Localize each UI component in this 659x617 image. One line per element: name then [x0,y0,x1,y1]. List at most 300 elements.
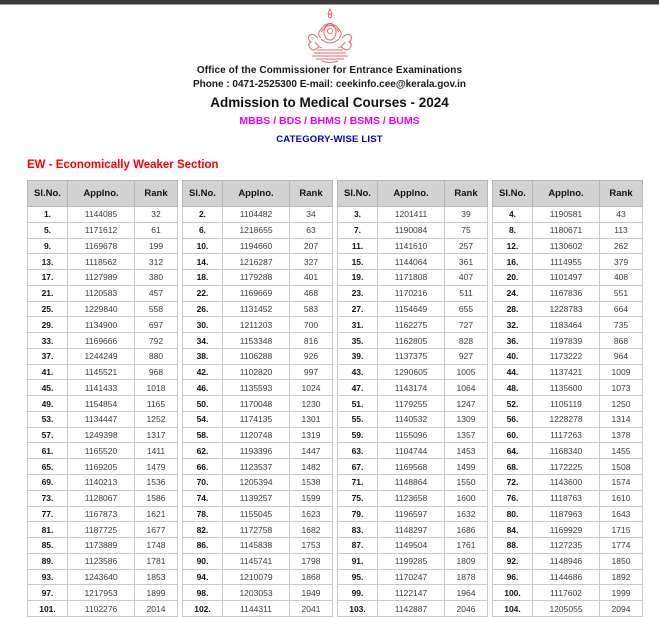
applno-cell: 1190084 [378,222,445,238]
table-row [493,333,643,349]
slno-cell: 19. [338,270,378,286]
table-row [338,411,488,427]
rank-cell: 1499 [445,459,488,475]
rank-cell: 1715 [600,522,643,538]
table-row [183,222,333,238]
table-row [28,396,178,412]
applno-cell: 1139257 [223,490,290,506]
table-row [493,538,643,554]
slno-cell: 82. [183,522,223,538]
table-row [183,443,333,459]
slno-cell: 70. [183,475,223,491]
applno-cell: 1148297 [378,522,445,538]
slno-cell: 61. [28,443,68,459]
slno-cell: 60. [493,427,533,443]
table-row [183,317,333,333]
rank-cell: 697 [135,317,178,333]
rank-table-group-4 [492,180,643,617]
table-row [183,270,333,286]
applno-cell: 1171612 [68,222,135,238]
slno-cell: 45. [28,380,68,396]
applno-cell: 1141433 [68,380,135,396]
rank-table-group-2 [182,180,333,617]
rank-cell: 1009 [600,364,643,380]
slno-cell: 12. [493,238,533,254]
table-row [493,348,643,364]
rank-cell: 511 [445,285,488,301]
section-title: EW - Economically Weaker Section [27,159,219,171]
column-header: Rank [290,181,333,207]
rank-cell: 1317 [135,427,178,443]
table-row [338,490,488,506]
rank-cell: 1677 [135,522,178,538]
column-header: Sl.No. [338,181,378,207]
slno-cell: 6. [183,222,223,238]
rank-cell: 700 [290,317,333,333]
column-header: Rank [600,181,643,207]
table-row [493,301,643,317]
table-row [493,364,643,380]
slno-cell: 62. [183,443,223,459]
slno-cell: 91. [338,553,378,569]
rank-cell: 457 [135,285,178,301]
slno-cell: 71. [338,475,378,491]
slno-cell: 94. [183,569,223,585]
rank-cell: 1682 [290,522,333,538]
table-row [28,348,178,364]
rank-cell: 207 [290,238,333,254]
rank-cell: 1411 [135,443,178,459]
slno-cell: 47. [338,380,378,396]
contact-info: Phone : 0471-2525300 E-mail: ceekinfo.cee@kerala.gov.in [192,79,467,90]
rank-cell: 1809 [445,553,488,569]
applno-cell: 1141610 [378,238,445,254]
applno-cell: 1143600 [533,475,600,491]
applno-cell: 1179255 [378,396,445,412]
table-row [28,364,178,380]
applno-cell: 1170048 [223,396,290,412]
rank-cell: 655 [445,301,488,317]
table-row [28,522,178,538]
slno-cell: 49. [28,396,68,412]
table-row [338,506,488,522]
table-row [493,254,643,270]
applno-cell: 1168340 [533,443,600,459]
applno-cell: 1199285 [378,553,445,569]
table-row [183,427,333,443]
applno-cell: 1169669 [223,285,290,301]
table-row [338,317,488,333]
applno-cell: 1140532 [378,411,445,427]
slno-cell: 48. [493,380,533,396]
rank-cell: 43 [600,207,643,223]
slno-cell: 11. [338,238,378,254]
table-row [493,285,643,301]
rank-cell: 1599 [290,490,333,506]
applno-cell: 1205055 [533,601,600,617]
slno-cell: 75. [338,490,378,506]
slno-cell: 1. [28,207,68,223]
rank-cell: 361 [445,254,488,270]
applno-cell: 1128067 [68,490,135,506]
rank-cell: 1774 [600,538,643,554]
rank-cell: 964 [600,348,643,364]
rank-cell: 1964 [445,585,488,601]
applno-cell: 1216287 [223,254,290,270]
slno-cell: 35. [338,333,378,349]
slno-cell: 28. [493,301,533,317]
slno-cell: 22. [183,285,223,301]
applno-cell: 1131452 [223,301,290,317]
table-row [183,411,333,427]
table-row [338,301,488,317]
rank-cell: 1753 [290,538,333,554]
rank-cell: 408 [600,270,643,286]
table-row [28,569,178,585]
applno-cell: 1169678 [68,238,135,254]
table-row [493,459,643,475]
rank-cell: 1621 [135,506,178,522]
slno-cell: 33. [28,333,68,349]
applno-cell: 1172758 [223,522,290,538]
slno-cell: 51. [338,396,378,412]
column-header: Sl.No. [28,181,68,207]
slno-cell: 76. [493,490,533,506]
applno-cell: 1144064 [378,254,445,270]
slno-cell: 25. [28,301,68,317]
table-row [28,585,178,601]
slno-cell: 96. [493,569,533,585]
rank-cell: 1600 [445,490,488,506]
applno-cell: 1228783 [533,301,600,317]
applno-cell: 1244249 [68,348,135,364]
slno-cell: 10. [183,238,223,254]
table-row [28,553,178,569]
slno-cell: 79. [338,506,378,522]
rank-cell: 1536 [135,475,178,491]
column-header: Applno. [378,181,445,207]
table-row [338,585,488,601]
rank-cell: 401 [290,270,333,286]
slno-cell: 2. [183,207,223,223]
slno-cell: 90. [183,553,223,569]
table-row [338,427,488,443]
table-row [338,396,488,412]
rank-cell: 1574 [600,475,643,491]
table-row [183,301,333,317]
applno-cell: 1105119 [533,396,600,412]
table-row [28,254,178,270]
table-row [28,333,178,349]
applno-cell: 1123658 [378,490,445,506]
rank-cell: 379 [600,254,643,270]
table-row [338,270,488,286]
rank-cell: 1850 [600,553,643,569]
rank-table-group-3 [337,180,488,617]
table-row [493,317,643,333]
rank-cell: 327 [290,254,333,270]
applno-cell: 1169929 [533,522,600,538]
applno-cell: 1143174 [378,380,445,396]
slno-cell: 23. [338,285,378,301]
applno-cell: 1118562 [68,254,135,270]
slno-cell: 18. [183,270,223,286]
category-tables [27,180,639,617]
applno-cell: 1170216 [378,285,445,301]
rank-cell: 1761 [445,538,488,554]
table-row [493,585,643,601]
applno-cell: 1229840 [68,301,135,317]
applno-cell: 1101497 [533,270,600,286]
rank-cell: 816 [290,333,333,349]
rank-cell: 1949 [290,585,333,601]
applno-cell: 1145741 [223,553,290,569]
table-row [338,364,488,380]
slno-cell: 101. [28,601,68,617]
table-row [493,396,643,412]
applno-cell: 1122147 [378,585,445,601]
applno-cell: 1142887 [378,601,445,617]
table-header-row [183,181,333,207]
slno-cell: 95. [338,569,378,585]
slno-cell: 56. [493,411,533,427]
table-row [183,506,333,522]
slno-cell: 53. [28,411,68,427]
table-row [28,601,178,617]
table-row [183,238,333,254]
table-row [183,364,333,380]
column-header: Sl.No. [493,181,533,207]
slno-cell: 97. [28,585,68,601]
slno-cell: 89. [28,553,68,569]
table-header-row [493,181,643,207]
table-row [28,380,178,396]
rank-cell: 75 [445,222,488,238]
rank-cell: 113 [600,222,643,238]
applno-cell: 1154649 [378,301,445,317]
rank-cell: 1508 [600,459,643,475]
applno-cell: 1137421 [533,364,600,380]
applno-cell: 1106288 [223,348,290,364]
rank-cell: 880 [135,348,178,364]
table-row [338,285,488,301]
applno-cell: 1290605 [378,364,445,380]
table-row [28,490,178,506]
slno-cell: 7. [338,222,378,238]
slno-cell: 5. [28,222,68,238]
applno-cell: 1201411 [378,207,445,223]
slno-cell: 85. [28,538,68,554]
rank-cell: 868 [600,333,643,349]
table-row [493,490,643,506]
column-header: Applno. [533,181,600,207]
table-row [338,238,488,254]
applno-cell: 1135593 [223,380,290,396]
applno-cell: 1134447 [68,411,135,427]
column-header: Sl.No. [183,181,223,207]
rank-cell: 1479 [135,459,178,475]
rank-cell: 1868 [290,569,333,585]
applno-cell: 1144311 [223,601,290,617]
applno-cell: 1117263 [533,427,600,443]
table-row [338,207,488,223]
applno-cell: 1170247 [378,569,445,585]
applno-cell: 1153348 [223,333,290,349]
slno-cell: 54. [183,411,223,427]
slno-cell: 58. [183,427,223,443]
applno-cell: 1243640 [68,569,135,585]
slno-cell: 9. [28,238,68,254]
table-header-row [28,181,178,207]
table-row [28,443,178,459]
page-title: Admission to Medical Courses - 2024 [210,95,449,110]
table-row [338,475,488,491]
rank-cell: 2041 [290,601,333,617]
applno-cell: 1218655 [223,222,290,238]
slno-cell: 77. [28,506,68,522]
table-row [183,348,333,364]
rank-cell: 1024 [290,380,333,396]
slno-cell: 24. [493,285,533,301]
table-row [338,333,488,349]
rank-cell: 1586 [135,490,178,506]
table-row [183,333,333,349]
rank-cell: 927 [445,348,488,364]
applno-cell: 1174135 [223,411,290,427]
rank-cell: 468 [290,285,333,301]
slno-cell: 73. [28,490,68,506]
table-row [183,522,333,538]
slno-cell: 66. [183,459,223,475]
rank-cell: 1073 [600,380,643,396]
table-row [183,585,333,601]
table-row [493,270,643,286]
applno-cell: 1149504 [378,538,445,554]
rank-cell: 1853 [135,569,178,585]
table-row [493,475,643,491]
table-row [493,522,643,538]
slno-cell: 26. [183,301,223,317]
table-row [28,222,178,238]
rank-cell: 39 [445,207,488,223]
rank-cell: 1686 [445,522,488,538]
applno-cell: 1102820 [223,364,290,380]
rank-cell: 257 [445,238,488,254]
slno-cell: 63. [338,443,378,459]
table-row [183,207,333,223]
applno-cell: 1249398 [68,427,135,443]
rank-cell: 61 [135,222,178,238]
applno-cell: 1145838 [223,538,290,554]
rank-cell: 997 [290,364,333,380]
slno-cell: 103. [338,601,378,617]
slno-cell: 27. [338,301,378,317]
rank-cell: 1899 [135,585,178,601]
applno-cell: 1127989 [68,270,135,286]
rank-cell: 558 [135,301,178,317]
slno-cell: 4. [493,207,533,223]
table-row [493,569,643,585]
rank-cell: 63 [290,222,333,238]
table-row [493,207,643,223]
applno-cell: 1117602 [533,585,600,601]
applno-cell: 1114955 [533,254,600,270]
rank-cell: 199 [135,238,178,254]
rank-cell: 1550 [445,475,488,491]
applno-cell: 1203053 [223,585,290,601]
slno-cell: 104. [493,601,533,617]
rank-cell: 1064 [445,380,488,396]
list-subtitle: CATEGORY-WISE LIST [276,134,383,145]
table-row [338,522,488,538]
table-row [493,506,643,522]
rank-cell: 968 [135,364,178,380]
slno-cell: 16. [493,254,533,270]
applno-cell: 1173222 [533,348,600,364]
slno-cell: 83. [338,522,378,538]
rank-cell: 735 [600,317,643,333]
applno-cell: 1169205 [68,459,135,475]
table-row [183,380,333,396]
rank-cell: 1230 [290,396,333,412]
applno-cell: 1120748 [223,427,290,443]
rank-cell: 1453 [445,443,488,459]
applno-cell: 1197839 [533,333,600,349]
table-row [183,490,333,506]
slno-cell: 31. [338,317,378,333]
rank-cell: 2014 [135,601,178,617]
applno-cell: 1167836 [533,285,600,301]
slno-cell: 50. [183,396,223,412]
table-row [28,270,178,286]
applno-cell: 1193396 [223,443,290,459]
rank-cell: 32 [135,207,178,223]
slno-cell: 93. [28,569,68,585]
applno-cell: 1187963 [533,506,600,522]
rank-cell: 1781 [135,553,178,569]
applno-cell: 1104744 [378,443,445,459]
applno-cell: 1205394 [223,475,290,491]
applno-cell: 1148946 [533,553,600,569]
table-row [338,222,488,238]
slno-cell: 64. [493,443,533,459]
table-row [28,459,178,475]
applno-cell: 1169666 [68,333,135,349]
rank-cell: 1610 [600,490,643,506]
applno-cell: 1118763 [533,490,600,506]
slno-cell: 67. [338,459,378,475]
slno-cell: 81. [28,522,68,538]
table-row [183,538,333,554]
rank-cell: 1378 [600,427,643,443]
rank-cell: 1632 [445,506,488,522]
rank-cell: 664 [600,301,643,317]
applno-cell: 1172225 [533,459,600,475]
table-row [338,601,488,617]
slno-cell: 99. [338,585,378,601]
table-row [28,427,178,443]
column-header: Rank [445,181,488,207]
rank-cell: 2046 [445,601,488,617]
slno-cell: 72. [493,475,533,491]
applno-cell: 1123586 [68,553,135,569]
rank-cell: 792 [135,333,178,349]
rank-cell: 727 [445,317,488,333]
slno-cell: 46. [183,380,223,396]
applno-cell: 1154854 [68,396,135,412]
table-row [338,459,488,475]
rank-cell: 1455 [600,443,643,459]
